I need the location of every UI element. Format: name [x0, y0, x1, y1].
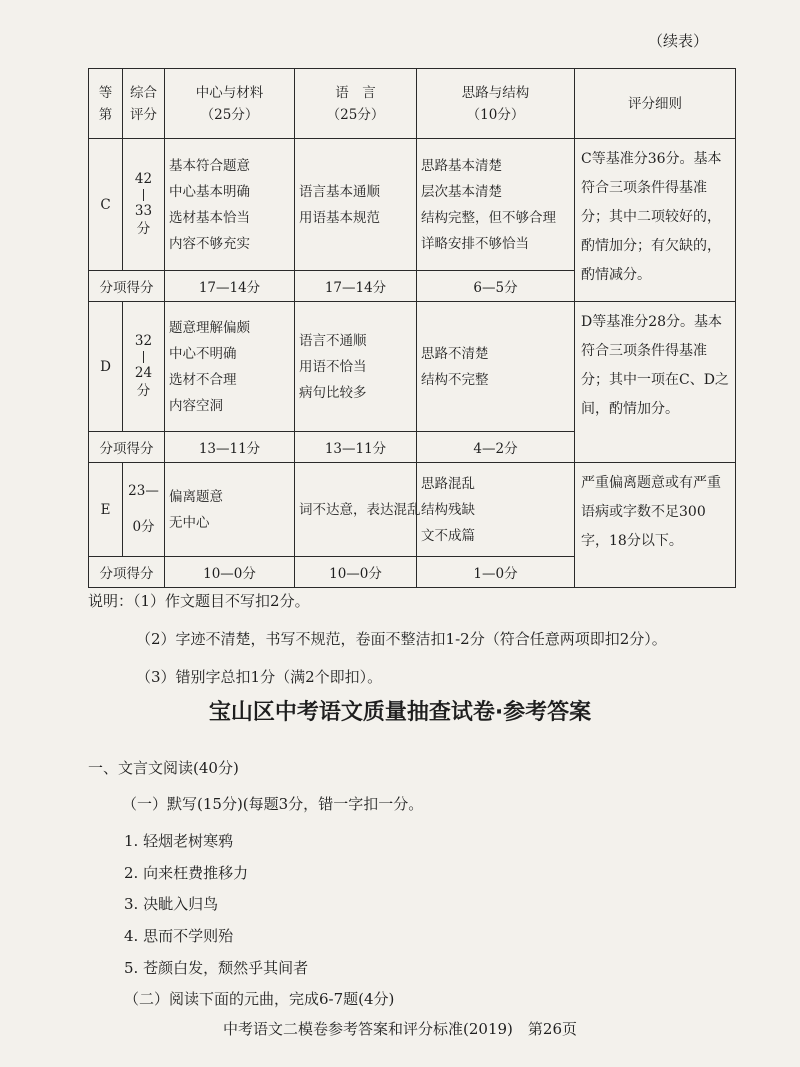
- header-center: 中心与材料 （25分）: [165, 69, 295, 139]
- explanation-item: 说明：（1）作文题目不写扣2分。: [88, 592, 310, 610]
- document-title: 宝山区中考语文质量抽查试卷·参考答案: [208, 700, 592, 725]
- subsection-heading: （一）默写(15分)(每题3分，错一字扣一分。: [122, 795, 424, 813]
- answer-item: 2. 向来枉费推移力: [124, 864, 249, 882]
- subscore-value: 6—5分: [417, 271, 575, 302]
- explanation-block: [88, 582, 667, 696]
- section-heading: 一、文言文阅读(40分): [88, 759, 239, 777]
- table-row: [89, 463, 736, 557]
- score-range-cell: 32 24 分: [123, 302, 165, 432]
- answer-item: 1. 轻烟老树寒鸦: [124, 832, 234, 850]
- subscore-value: 13—11分: [165, 432, 295, 463]
- header-score: 综合 评分: [123, 69, 165, 139]
- continued-label: （续表）: [647, 32, 708, 50]
- explanation-item: （2）字迹不清楚，书写不规范，卷面不整洁扣1-2分（符合任意两项即扣2分）。: [136, 630, 667, 648]
- grading-table: [88, 68, 736, 588]
- header-language: 语 言 （25分）: [295, 69, 417, 139]
- structure-criteria-cell: 思路混乱 结构残缺 文不成篇: [417, 463, 575, 557]
- level-cell: C: [89, 139, 123, 271]
- page-footer: 中考语文二模卷参考答案和评分标准(2019) 第26页: [223, 1020, 577, 1038]
- table-header-row: [89, 69, 736, 139]
- header-level: 等 第: [89, 69, 123, 139]
- subscore-value: 4—2分: [417, 432, 575, 463]
- header-detail: 评分细则: [575, 69, 736, 139]
- table-row: [89, 139, 736, 271]
- subscore-value: 10—0分: [165, 557, 295, 588]
- level-cell: D: [89, 302, 123, 432]
- center-criteria-cell: 基本符合题意 中心基本明确 选材基本恰当 内容不够充实: [165, 139, 295, 271]
- center-criteria-cell: 题意理解偏颇 中心不明确 选材不合理 内容空洞: [165, 302, 295, 432]
- answer-item: 3. 决眦入归鸟: [124, 895, 219, 913]
- structure-criteria-cell: 思路不清楚 结构不完整: [417, 302, 575, 432]
- language-criteria-cell: 语言基本通顺 用语基本规范: [295, 139, 417, 271]
- subscore-value: 13—11分: [295, 432, 417, 463]
- center-criteria-cell: 偏离题意 无中心: [165, 463, 295, 557]
- subscore-value: 17—14分: [295, 271, 417, 302]
- language-criteria-cell: 语言不通顺 用语不恰当 病句比较多: [295, 302, 417, 432]
- level-cell: E: [89, 463, 123, 557]
- subscore-label: 分项得分: [89, 432, 165, 463]
- subscore-value: 1—0分: [417, 557, 575, 588]
- explanation-item: （3）错别字总扣1分（满2个即扣）。: [136, 668, 383, 686]
- score-range-cell: 42 33 分: [123, 139, 165, 271]
- answer-item: 5. 苍颜白发，颓然乎其间者: [124, 959, 309, 977]
- answer-item: 4. 思而不学则殆: [124, 927, 234, 945]
- table-row: [89, 302, 736, 432]
- subscore-label: 分项得分: [89, 557, 165, 588]
- scoring-notes-cell: 严重偏离题意或有严重语病或字数不足300字，18分以下。: [575, 463, 736, 588]
- language-criteria-cell: 词不达意，表达混乱: [295, 463, 417, 557]
- subscore-value: 10—0分: [295, 557, 417, 588]
- score-range-cell: 23— 0分: [123, 463, 165, 557]
- scoring-notes-cell: D等基准分28分。基本符合三项条件得基准分；其中一项在C、D之间，酌情加分。: [575, 302, 736, 463]
- scoring-notes-cell: C等基准分36分。基本符合三项条件得基准分；其中二项较好的，酌情加分；有欠缺的，酌情减分。: [575, 139, 736, 302]
- subsection-heading: （二）阅读下面的元曲，完成6-7题(4分): [124, 990, 395, 1008]
- subscore-value: 17—14分: [165, 271, 295, 302]
- header-structure: 思路与结构 （10分）: [417, 69, 575, 139]
- structure-criteria-cell: 思路基本清楚 层次基本清楚 结构完整，但不够合理 详略安排不够恰当: [417, 139, 575, 271]
- subscore-label: 分项得分: [89, 271, 165, 302]
